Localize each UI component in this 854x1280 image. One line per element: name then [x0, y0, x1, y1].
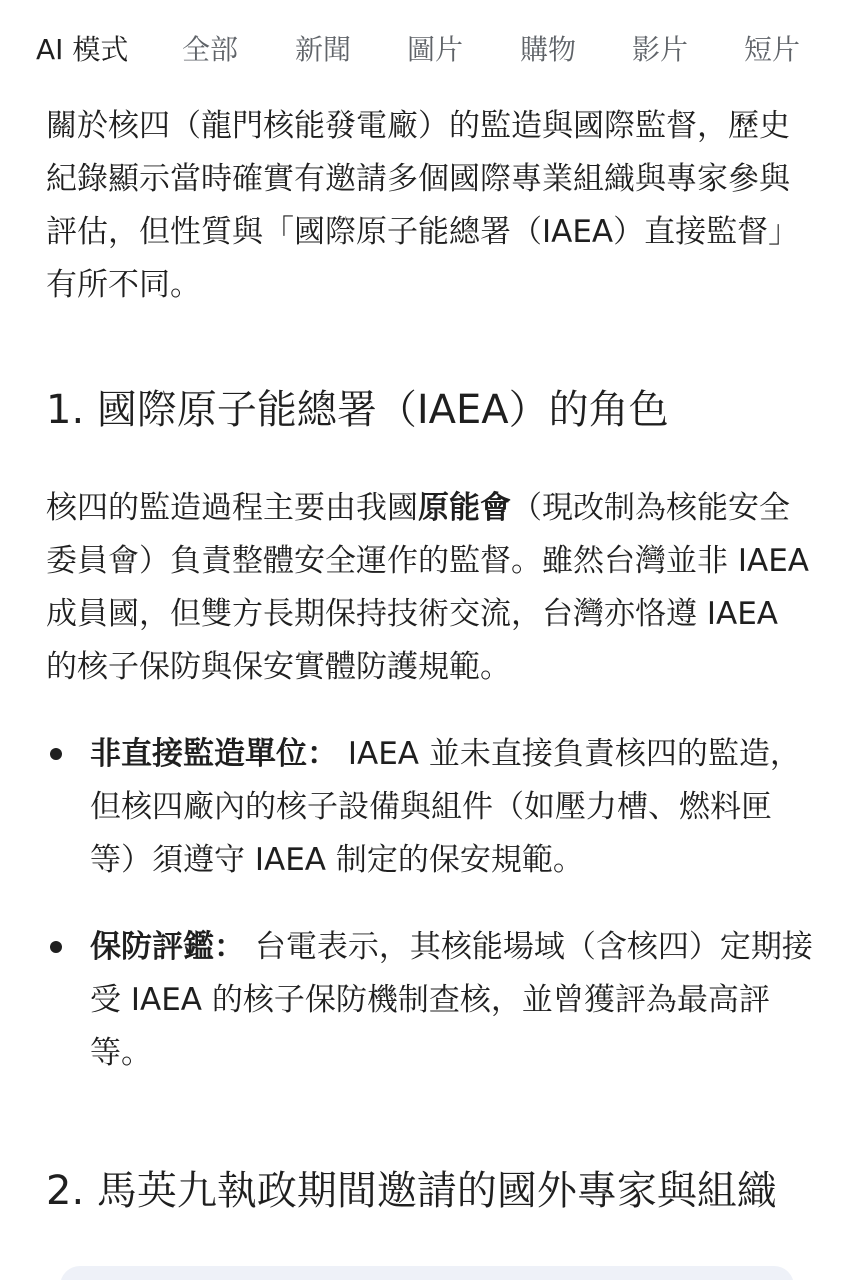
section-1-paragraph — [46, 482, 816, 694]
bullet-term: 非直接監造單位： — [90, 736, 338, 772]
bullet-dot-icon — [50, 748, 62, 760]
section-1-heading: 1. 國際原子能總署（IAEA）的角色 — [46, 387, 669, 433]
section-1-text-start: 核四的監造過程主要由我國 — [46, 490, 418, 526]
next-content-card — [60, 1266, 794, 1280]
bullet-text: 台電表示，其核能場域（含核四）定期接受 IAEA 的核子保防機制查核，並曾獲評為最高評等。 — [90, 929, 813, 1071]
ai-answer-content — [46, 100, 816, 1220]
bullet-text: IAEA 並未直接負責核四的監造，但核四廠內的核子設備與組件（如壓力槽、燃料匣等）須遵守 IAEA 制定的保安規範。 — [90, 736, 801, 878]
section-1-bold-term: 原能會 — [418, 490, 511, 526]
list-item — [46, 921, 816, 1080]
tab-images[interactable]: 圖片 — [407, 33, 464, 66]
bullet-term: 保防評鑑： — [90, 929, 245, 965]
bullet-dot-icon — [50, 941, 62, 953]
tab-shopping[interactable]: 購物 — [520, 33, 577, 66]
intro-paragraph: 關於核四（龍門核能發電廠）的監造與國際監督，歷史紀錄顯示當時確實有邀請多個國際專業組織與專家參與評估，但性質與「國際原子能總署（IAEA）直接監督」有所不同。 — [46, 108, 800, 303]
list-item — [46, 728, 816, 887]
section-1-bullet-list — [46, 728, 816, 1080]
search-mode-tabs — [0, 0, 854, 100]
tab-ai-mode[interactable]: AI 模式 — [36, 33, 129, 66]
tab-news[interactable]: 新聞 — [295, 33, 352, 66]
section-2-heading: 2. 馬英九執政期間邀請的國外專家與組織 — [46, 1168, 777, 1214]
tab-shorts[interactable]: 短片 — [744, 33, 801, 66]
tab-videos[interactable]: 影片 — [632, 33, 689, 66]
tab-all[interactable]: 全部 — [182, 33, 239, 66]
section-1-text-end: （現改制為核能安全委員會）負責整體安全運作的監督。雖然台灣並非 IAEA 成員國，但雙方長期保持技術交流，台灣亦恪遵 IAEA 的核子保防與保安實體防護規範。 — [46, 490, 809, 685]
